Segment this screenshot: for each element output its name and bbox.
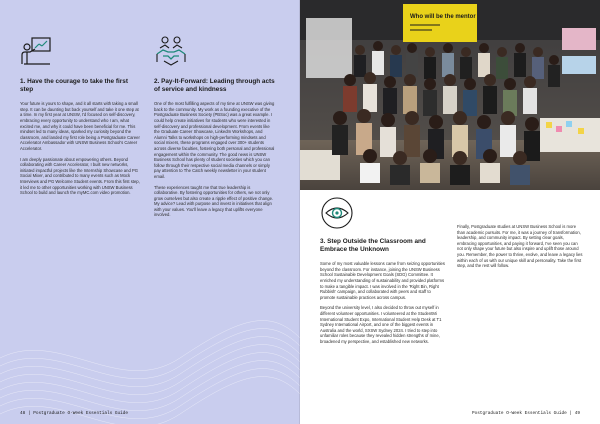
- footer-divider: |: [569, 411, 575, 416]
- page-number: 49: [574, 411, 580, 416]
- section-heading: 3. Step Outside the Classroom and Embrace the Unknown: [320, 238, 426, 253]
- footer-title: Postgraduate O-Week Essentials Guide: [33, 411, 129, 416]
- section-closing: [457, 224, 583, 274]
- footer-left: [20, 411, 128, 416]
- footer-right: [472, 411, 580, 416]
- body-paragraph: One of the most fulfilling aspects of my time at UNSW was giving back to the community. My work as a founding executive of the Postgraduate Business Society (PBSoc) was a great example. I could help create initiatives for students who were interested in self-discovery and professional development. From events like the Graduate Career Showcase, LinkedIn Workshops, and Alumni Talks to workshops on high-performing mindsets and social mixers, these programs engaged over 300+ students across diverse faculties, fostering both personal and professional engagement within the community. The good news is UNSW Business School has plenty of student societies which you can follow through their respective social media channels or simply pay attention to The Catch weekly newsletter in your student email.: [154, 101, 275, 179]
- section-pay-it-forward: [154, 34, 276, 223]
- group-photo: [300, 0, 600, 190]
- body-paragraph: I am deeply passionate about empowering others. Beyond collaborating with Career Accelerator, I built new networks, initiated impactful projects like the Internship Showcase and PG Social Mixer, and contributed to many events such as Mock Interviews and PG Welcome Student events. From this first step, it led me to other opportunities working with UNSW Business School to build and launch the myMC.com video promotion.: [20, 156, 140, 196]
- footer-divider: |: [27, 411, 34, 416]
- section-heading: 2. Pay-It-Forward: Leading through acts of service and kindness: [154, 78, 275, 93]
- eye-icon: [320, 196, 354, 230]
- decorative-wave-lines: [0, 224, 300, 424]
- section-courage: [20, 34, 142, 201]
- presenter-icon: [20, 34, 54, 68]
- screen-text: Who will be the mentor: [410, 14, 476, 20]
- section-heading: 1. Have the courage to take the first step: [20, 78, 128, 93]
- page-number: 48: [20, 411, 26, 416]
- handshake-icon: [154, 34, 188, 68]
- body-paragraph: These experiences taught me that true leadership is collaborative. By fostering opportunities for others, we not only grow ourselves but also create a ripple effect of positive change. My advice? Lead with purpose and invest in initiatives that align with your values. You'll leave a legacy that uplifts everyone involved.: [154, 184, 274, 218]
- section-step-outside: [320, 196, 446, 350]
- footer-title: Postgraduate O-Week Essentials Guide: [471, 411, 567, 416]
- right-page: [300, 0, 600, 424]
- body-paragraph: Finally, Postgraduate studies at UNSW Business School is more than academic pursuits. For me, it was a journey of transformation, leadership, and community impact. By setting clear goals, embracing opportunities, and paying it forward, I've seen you can not only shape your future but also inspire and uplift those around you. Remember, the power to thrive, evolve, and leave a legacy lies within each of us with our unique skill and personality. Take the first step, and the rest will follow.: [457, 224, 583, 269]
- body-paragraph: Some of my most valuable lessons came from seizing opportunities beyond the classroom. For instance, joining the UNSW Business School Sustainable Development Goals (SDG) Committee. It enriched my understanding of sustainability and provided platforms to make a tangible impact. I was involved in the 'Right Bin, Right Rubbish' campaign, and collaborated with peers and staff to promote sustainable practices across campus.: [320, 261, 445, 300]
- body-paragraph: Your future is yours to shape, and it all starts with taking a small step. It can be daunting but back yourself and take it one step at a time. In my first year at UNSW, I'd focused on self-discovery, embracing every opportunity to understand who I am, what excited me, and why it could have been beneficial for me. This mindset led to many ideas, sparked my curiosity beyond the classroom, and landed my first role being a Postgraduate Career Accelerator Ambassador with UNSW Business School's Career Accelerator.: [20, 101, 140, 151]
- body-paragraph: Beyond the university level, I also decided to throw out myself in different volunteer opportunities. I volunteered at the StudentMi International Student Expo, International Student Help Desk at T1 Sydney International Airport, and one of the biggest events in Australia and the world, SXSW Sydney 2024. I tried to step into unfamiliar roles because they revealed hidden strengths of mine, broadened my perspective, and established new networks.: [320, 305, 442, 344]
- group-photo-illustration: [300, 0, 600, 190]
